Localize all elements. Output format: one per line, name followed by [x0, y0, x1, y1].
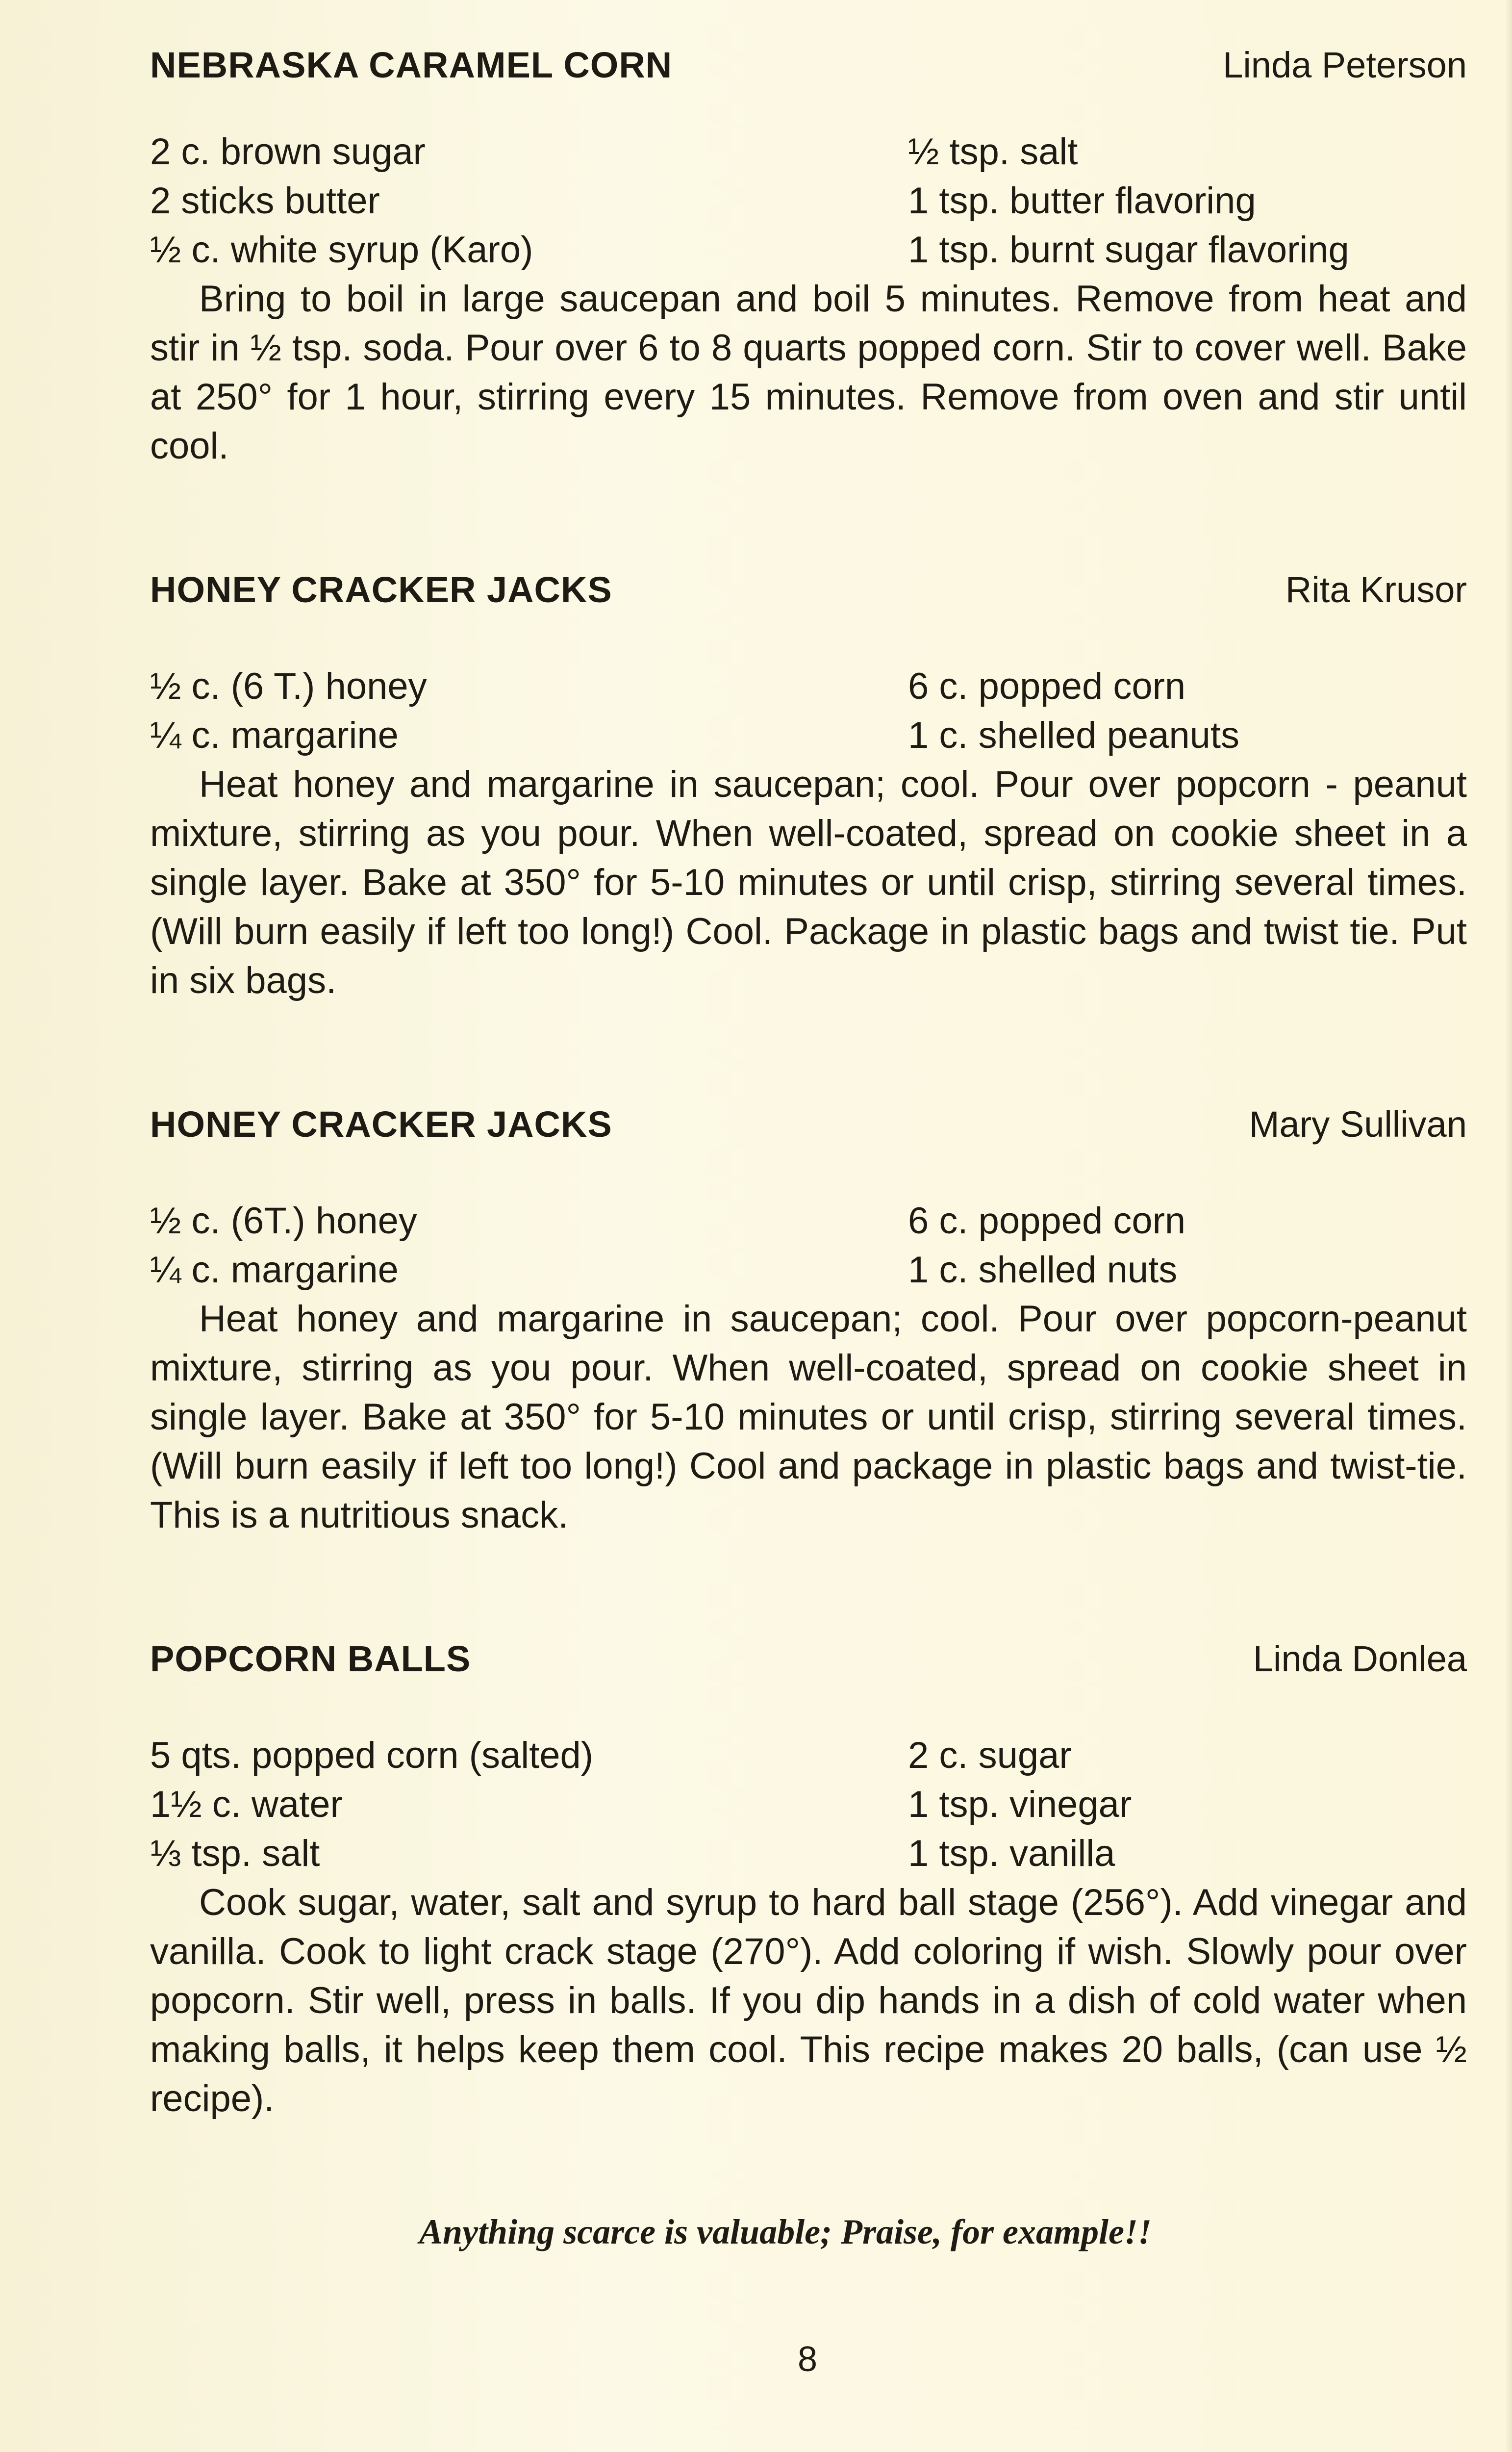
recipe-author: Mary Sullivan: [1249, 1104, 1467, 1145]
ingredient: 6 c. popped corn: [908, 665, 1186, 707]
ingredient: ½ tsp. salt: [908, 131, 1078, 173]
recipe-title: POPCORN BALLS: [150, 1638, 471, 1679]
recipe-title: NEBRASKA CARAMEL CORN: [150, 45, 673, 85]
ingredients-left-column: [150, 1731, 908, 1878]
recipe-title: HONEY CRACKER JACKS: [150, 569, 612, 610]
ingredient: ¼ c. margarine: [150, 1249, 399, 1291]
ingredient: ½ c. white syrup (Karo): [150, 229, 533, 271]
ingredients: [150, 1197, 1467, 1295]
ingredients-left-column: [150, 1197, 908, 1295]
page-edge-shadow: [1505, 0, 1512, 2452]
recipe-header: [150, 569, 1467, 623]
ingredients: [150, 1731, 1467, 1878]
recipe-title: HONEY CRACKER JACKS: [150, 1104, 612, 1145]
ingredient: 1 tsp. vinegar: [908, 1784, 1132, 1825]
recipe-directions: Bring to boil in large saucepan and boil 5 minutes. Remove from heat and stir in ½ tsp. soda. Pour over 6 to 8 quarts popped corn. Stir to cover well. Bake at 250° for 1 hour, stirring every 15 minutes. Remove from oven and stir until cool.: [150, 278, 1467, 467]
ingredient: ⅓ tsp. salt: [150, 1833, 320, 1874]
ingredients: [150, 662, 1467, 760]
recipe-author: Linda Peterson: [1223, 45, 1467, 85]
ingredient: 1 c. shelled peanuts: [908, 715, 1240, 756]
ingredients-right-column: [908, 128, 1467, 275]
ingredients-left-column: [150, 128, 908, 275]
ingredient: 6 c. popped corn: [908, 1200, 1186, 1242]
ingredient: ½ c. (6T.) honey: [150, 1200, 417, 1242]
ingredients-right-column: [908, 1197, 1467, 1295]
ingredient: 1 c. shelled nuts: [908, 1249, 1178, 1291]
ingredients-left-column: [150, 662, 908, 760]
ingredient: 5 qts. popped corn (salted): [150, 1735, 594, 1776]
ingredients-right-column: [908, 1731, 1467, 1878]
ingredients-right-column: [908, 662, 1467, 760]
ingredient: ½ c. (6 T.) honey: [150, 665, 427, 707]
recipe-popcorn-balls: [150, 1638, 1467, 2123]
recipe-honey-cracker-jacks-2: [150, 1103, 1467, 1540]
recipe-directions: Heat honey and margarine in saucepan; cool. Pour over popcorn-peanut mixture, stirring as you pour. When well-coated, spread on cookie sheet in single layer. Bake at 350° for 5-10 minutes or until crisp, stirring several times. (Will burn easily if left too long!) Cool and package in plastic bags and twist-tie. This is a nutritious snack.: [150, 1298, 1467, 1536]
footer-quote: Anything scarce is valuable; Praise, for example!!: [419, 2212, 1152, 2251]
ingredient: 1½ c. water: [150, 1784, 343, 1825]
recipe-header: [150, 1638, 1467, 1692]
recipe-nebraska-caramel-corn: [150, 44, 1467, 471]
ingredient: 2 sticks butter: [150, 180, 380, 222]
ingredient: 1 tsp. burnt sugar flavoring: [908, 229, 1349, 271]
recipe-honey-cracker-jacks: [150, 569, 1467, 1005]
ingredient: 2 c. sugar: [908, 1735, 1072, 1776]
ingredient: ¼ c. margarine: [150, 715, 399, 756]
recipe-author: Linda Donlea: [1253, 1638, 1467, 1679]
ingredient: 1 tsp. butter flavoring: [908, 180, 1256, 222]
ingredient: 2 c. brown sugar: [150, 131, 426, 173]
ingredients: [150, 128, 1467, 275]
recipe-header: [150, 1103, 1467, 1157]
recipe-directions: Heat honey and margarine in saucepan; cool. Pour over popcorn - peanut mixture, stirring as you pour. When well-coated, spread on cookie sheet in a single layer. Bake at 350° for 5-10 minutes or until crisp, stirring several times. (Will burn easily if left too long!) Cool. Package in plastic bags and twist tie. Put in six bags.: [150, 764, 1467, 1001]
recipe-header: [150, 44, 1467, 98]
recipe-directions: Cook sugar, water, salt and syrup to hard ball stage (256°). Add vinegar and vanilla. Cook to light crack stage (270°). Add coloring if wish. Slowly pour over popcorn. Stir well, press in balls. If you dip hands in a dish of cold water when making balls, it helps keep them cool. This recipe makes 20 balls, (can use ½ recipe).: [150, 1882, 1467, 2120]
ingredient: 1 tsp. vanilla: [908, 1833, 1115, 1874]
page-number: 8: [797, 2340, 818, 2379]
recipe-author: Rita Krusor: [1285, 569, 1467, 610]
